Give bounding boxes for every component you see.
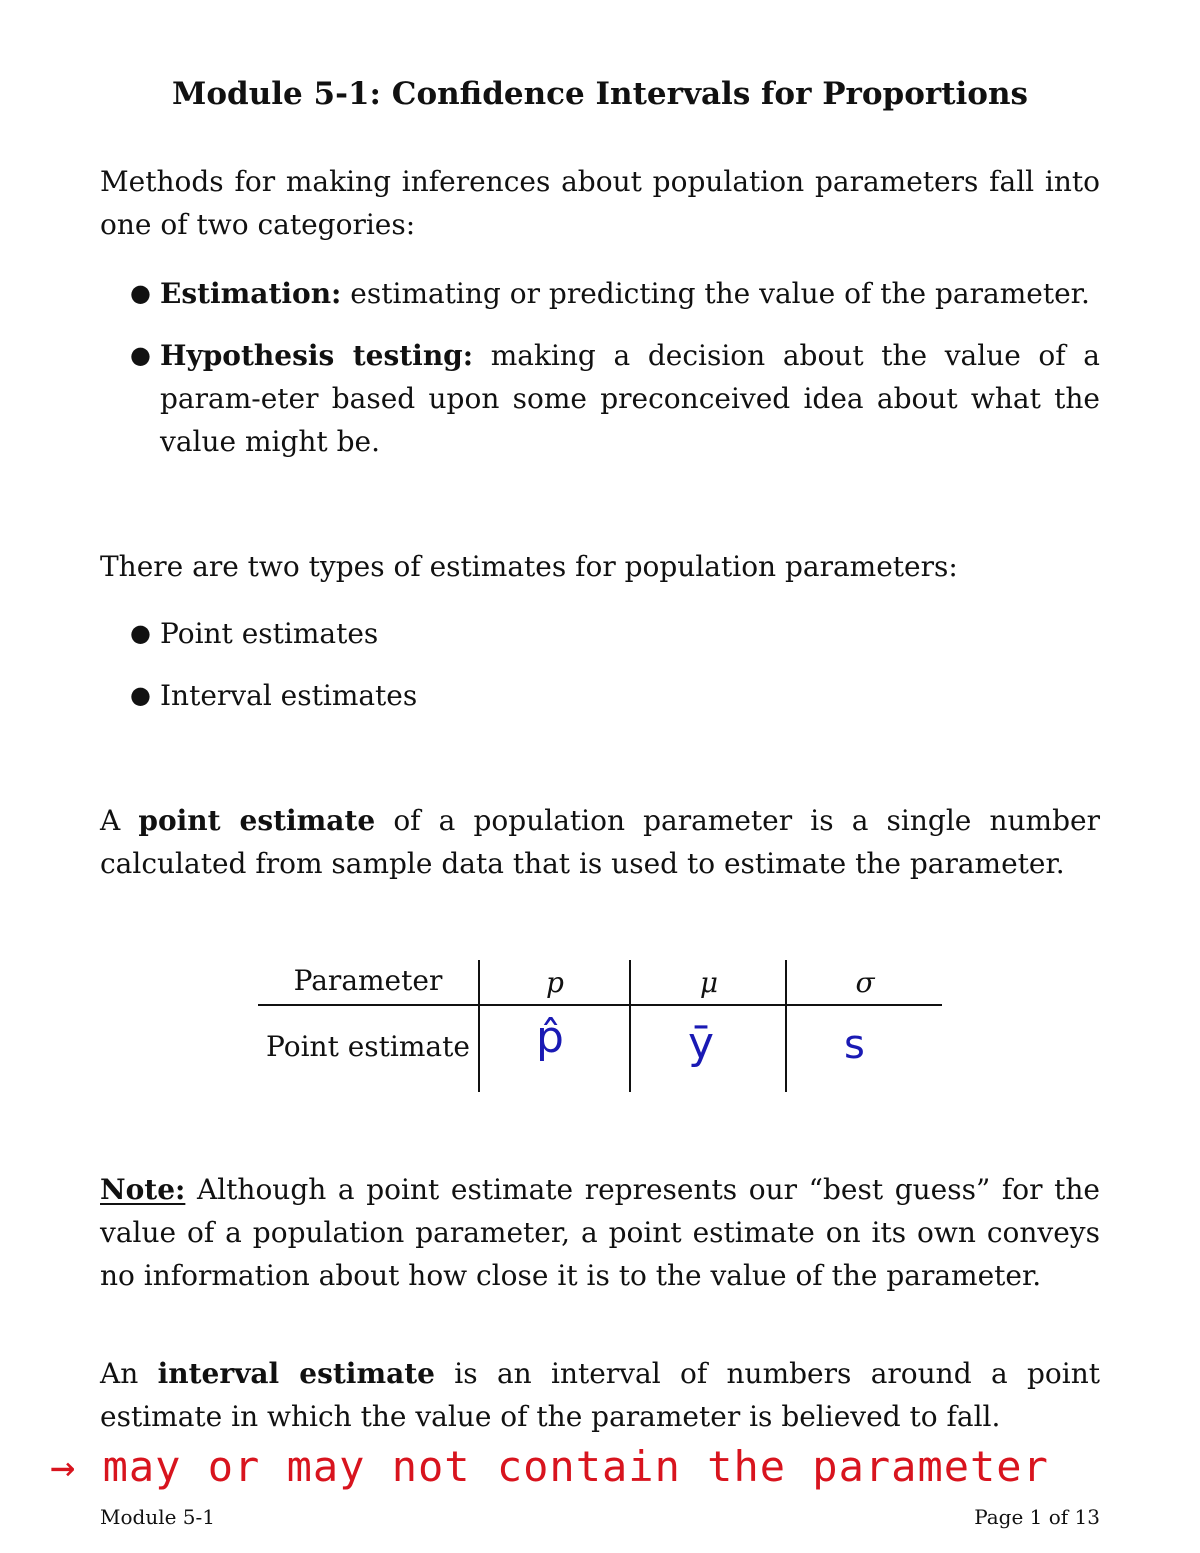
handwritten-annotation: → may or may not contain the parameter <box>50 1442 1049 1491</box>
table-divider <box>478 960 480 1092</box>
item-text: making a decision about the value of a param-eter based upon some preconceived idea about what the value might be. <box>160 339 1100 458</box>
handwritten-y-bar: ȳ <box>688 1018 715 1069</box>
note-label: Note: <box>100 1173 186 1206</box>
term-point-estimate: point estimate <box>138 804 376 837</box>
term-hypothesis-testing: Hypothesis testing: <box>160 339 474 372</box>
list-item <box>130 674 1100 717</box>
term-estimation: Estimation: <box>160 277 342 310</box>
bullet-icon: ● <box>130 279 151 307</box>
item-text: Point estimates <box>160 617 379 650</box>
table-rule <box>258 1004 942 1006</box>
bullet-icon: ● <box>130 341 151 369</box>
table-divider <box>785 960 787 1092</box>
intro-paragraph: Methods for making inferences about population parameters fall into one of two categories: <box>100 165 1100 241</box>
handwritten-s: s <box>844 1022 865 1068</box>
bullet-icon: ● <box>130 619 151 647</box>
table-divider <box>629 960 631 1092</box>
term-interval-estimate: interval estimate <box>157 1357 435 1390</box>
interval-estimate-definition: An interval estimate is an interval of numbers around a point estimate in which the value of the parameter is believed to fall. <box>100 1357 1100 1433</box>
table-row-label: Point estimate <box>266 1030 470 1063</box>
bullet-icon: ● <box>130 681 151 709</box>
footer-page-number: Page 1 of 13 <box>974 1505 1100 1529</box>
note-paragraph: Note: Although a point estimate represents our “best guess” for the value of a population parameter, a point estimate on its own conveys no information about how close it is to the value of the parameter. <box>100 1173 1100 1292</box>
types-intro: There are two types of estimates for population parameters: <box>100 550 958 583</box>
estimates-table <box>258 960 942 1092</box>
point-estimate-definition: A point estimate of a population parameter is a single number calculated from sample data that is used to estimate the parameter. <box>100 804 1100 880</box>
types-list <box>130 612 1100 717</box>
handwritten-p-hat: p̂ <box>536 1012 564 1063</box>
item-text: estimating or predicting the value of the parameter. <box>341 277 1090 310</box>
param-p: p <box>546 966 564 999</box>
page-title: Module 5-1: Confidence Intervals for Proportions <box>172 76 1028 112</box>
list-item <box>130 612 1100 655</box>
list-item <box>130 334 1100 463</box>
footer-module: Module 5-1 <box>100 1505 215 1529</box>
list-item <box>130 272 1100 315</box>
categories-list <box>130 272 1100 463</box>
item-text: Interval estimates <box>160 679 418 712</box>
param-sigma: σ <box>855 966 875 999</box>
param-mu: μ <box>699 966 719 999</box>
table-header-label: Parameter <box>293 964 443 997</box>
